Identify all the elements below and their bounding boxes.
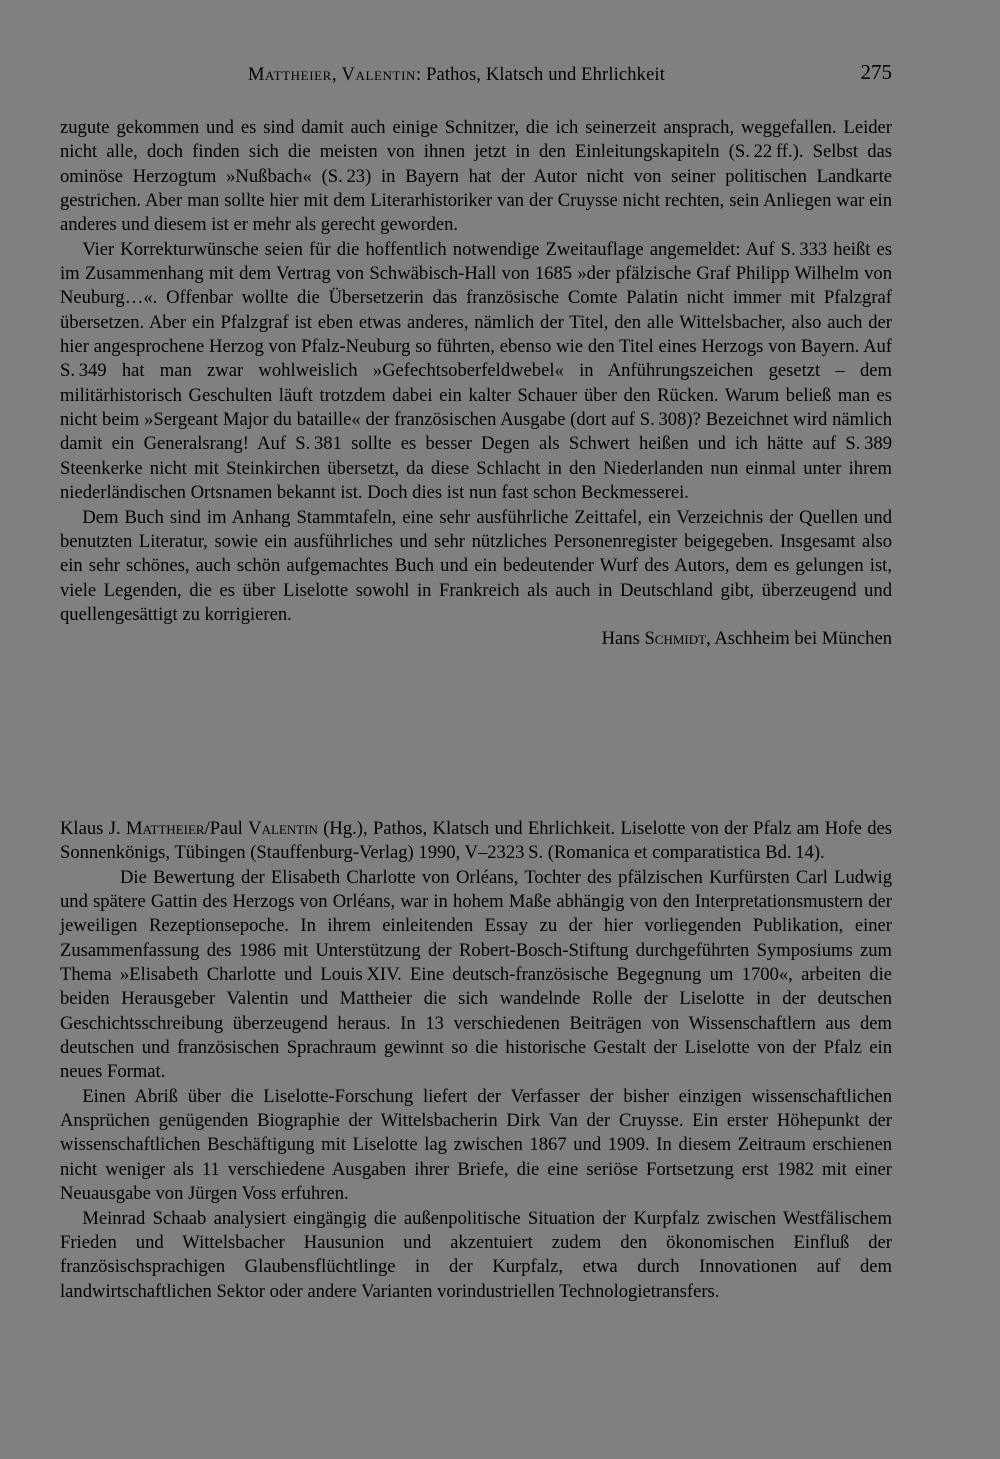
running-header [60,60,892,90]
header-author-valentin: Valentin [341,65,416,85]
header-book-title: : Pathos, Klatsch und Ehrlichkeit [416,65,666,85]
review-continued [60,116,892,652]
paragraph: Vier Korrekturwünsche seien für die hoffentlich notwendige Zweitauflage angemeldet: Auf S. 333 heißt es im Zusammenhang mit dem Vertrag von Schwäbisch-Hall von 1685 »der pfälzische Graf Philipp Wilhelm von Neuburg…«. Offenbar wollte die Übersetzerin das französische Comte Palatin nicht immer mit Pfalzgraf übersetzen. Aber ein Pfalzgraf ist eben etwas anderes, nämlich der Titel, den alle Wittelsbacher, also auch der hier angesprochene Herzog von Pfalz-Neuburg so führten, ebenso wie den Titel eines Herzogs von Bayern. Auf S. 349 hat man zwar wohlweislich »Gefechtsoberfeldwebel« in Anführungszeichen gesetzt – dem militärhistorisch Geschulten läuft trotzdem dabei ein kalter Schauer über den Rücken. Warum beließ man es nicht beim »Sergeant Major du bataille« der französischen Ausgabe (dort auf S. 308)? Bezeichnet wird nämlich damit ein Generalsrang! Auf S. 381 sollte es besser Degen als Schwert heißen und ich hätte auf S. 389 Steenkerke nicht mit Steinkirchen übersetzt, da diese Schlacht in den Niederlanden nun einmal unter ihrem niederländischen Ortsnamen bekannt ist. Doch dies ist nun fast schon Beckmesserei. [60,238,892,504]
header-separator: , [331,65,342,85]
citation-part: /Paul [204,818,249,839]
citation-part: (Hg.), Pathos, Klatsch und Ehrlichkeit. Liselotte von der Pfalz am Hofe des Sonnenkönigs, Tübingen (Stauffenburg-Verlag) 1990, V–2323 S. (Romanica et comparatistica Bd. 14). [60,818,893,864]
paragraph: Die Bewertung der Elisabeth Charlotte von Orléans, Tochter des pfälzischen Kurfürsten Carl Ludwig und spätere Gattin des Herzogs von Orléans, war in hohem Maße abhängig von den Interpretationsmustern der jeweiligen Rezeptionsepoche. In ihrem einleitenden Essay zu der hier vorliegenden Publikation, einer Zusammenfassung des 1986 mit Unterstützung der Robert-Bosch-Stiftung durchgeführten Symposiums zum Thema »Elisabeth Charlotte und Louis XIV. Eine deutsch-französische Begegnung um 1700«, arbeiten die beiden Herausgeber Valentin und Mattheier die sich wandelnde Rolle der Liselotte in der deutschen Geschichtsschreibung überzeugend heraus. In 13 verschiedenen Beiträgen von Wissenschaftlern aus dem deutschen und französischen Sprachraum gewinnt so die historische Gestalt der Liselotte von der Pfalz ein neues Format. [60,866,892,1083]
citation-editor-mattheier: Mattheier [125,818,205,839]
reviewer-place: , Aschheim bei München [706,628,892,650]
citation-editor-valentin: Valentin [248,818,318,839]
running-head-title [248,65,665,86]
reviewer-surname: Schmidt [644,628,707,650]
paragraph: Einen Abriß über die Liselotte-Forschung liefert der Verfasser der bisher einzigen wissenschaftlichen Ansprüchen genügenden Biographie der Wittelsbacherin Dirk Van der Cruysse. Ein erster Höhepunkt der wissenschaftlichen Beschäftigung mit Liselotte lag zwischen 1867 und 1909. In diesem Zeitraum erschienen nicht weniger als 11 verschiedene Ausgaben ihrer Briefe, die eine seriöse Fortsetzung erst 1982 mit einer Neuausgabe von Jürgen Voss erfuhren. [60,1085,892,1205]
page-number: 275 [860,60,892,84]
citation-part: Klaus J. [60,818,126,839]
paragraph: Meinrad Schaab analysiert eingängig die außenpolitische Situation der Kurpfalz zwischen Westfälischem Frieden und Wittelsbacher Hausunion und akzentuiert zudem den ökonomischen Einfluß der französischsprachigen Glaubensflüchtlinge in der Kurpfalz, etwa durch Innovationen auf dem landwirtschaftlichen Sektor oder andere Varianten vorindustriellen Technologietransfers. [60,1207,892,1302]
review-new [60,817,892,1304]
header-author-mattheier: Mattheier [248,65,332,85]
paragraph: Dem Buch sind im Anhang Stammtafeln, eine sehr ausführliche Zeittafel, ein Verzeichnis der Quellen und benutzten Literatur, sowie ein ausführliches und sehr nützliches Personenregister beigegeben. Insgesamt also ein sehr schönes, auch schön aufgemachtes Buch und ein bedeutender Wurf des Autors, dem es gelungen ist, viele Legenden, die es über Liselotte sowohl in Frankreich als auch in Deutschland gibt, überzeugend und quellengesättigt zu korrigieren. [60,506,892,625]
paragraph: zugute gekommen und es sind damit auch einige Schnitzer, die ich seinerzeit ansprach, weggefallen. Leider nicht alle, doch finden sich die meisten von ihnen jetzt in den Einleitungskapiteln (S. 22 ff.). Selbst das ominöse Herzogtum »Nußbach« (S. 23) in Bayern hat der Autor nicht von seiner politischen Landkarte gestrichen. Aber man sollte hier mit dem Literarhistoriker van der Cruysse nicht rechten, sein Anliegen war ein anderes und diesem ist er mehr als gerecht geworden. [60,117,892,236]
bibliographic-citation [60,817,892,866]
reviewer-first-name: Hans [601,628,645,650]
reviewer-signature [60,627,892,651]
